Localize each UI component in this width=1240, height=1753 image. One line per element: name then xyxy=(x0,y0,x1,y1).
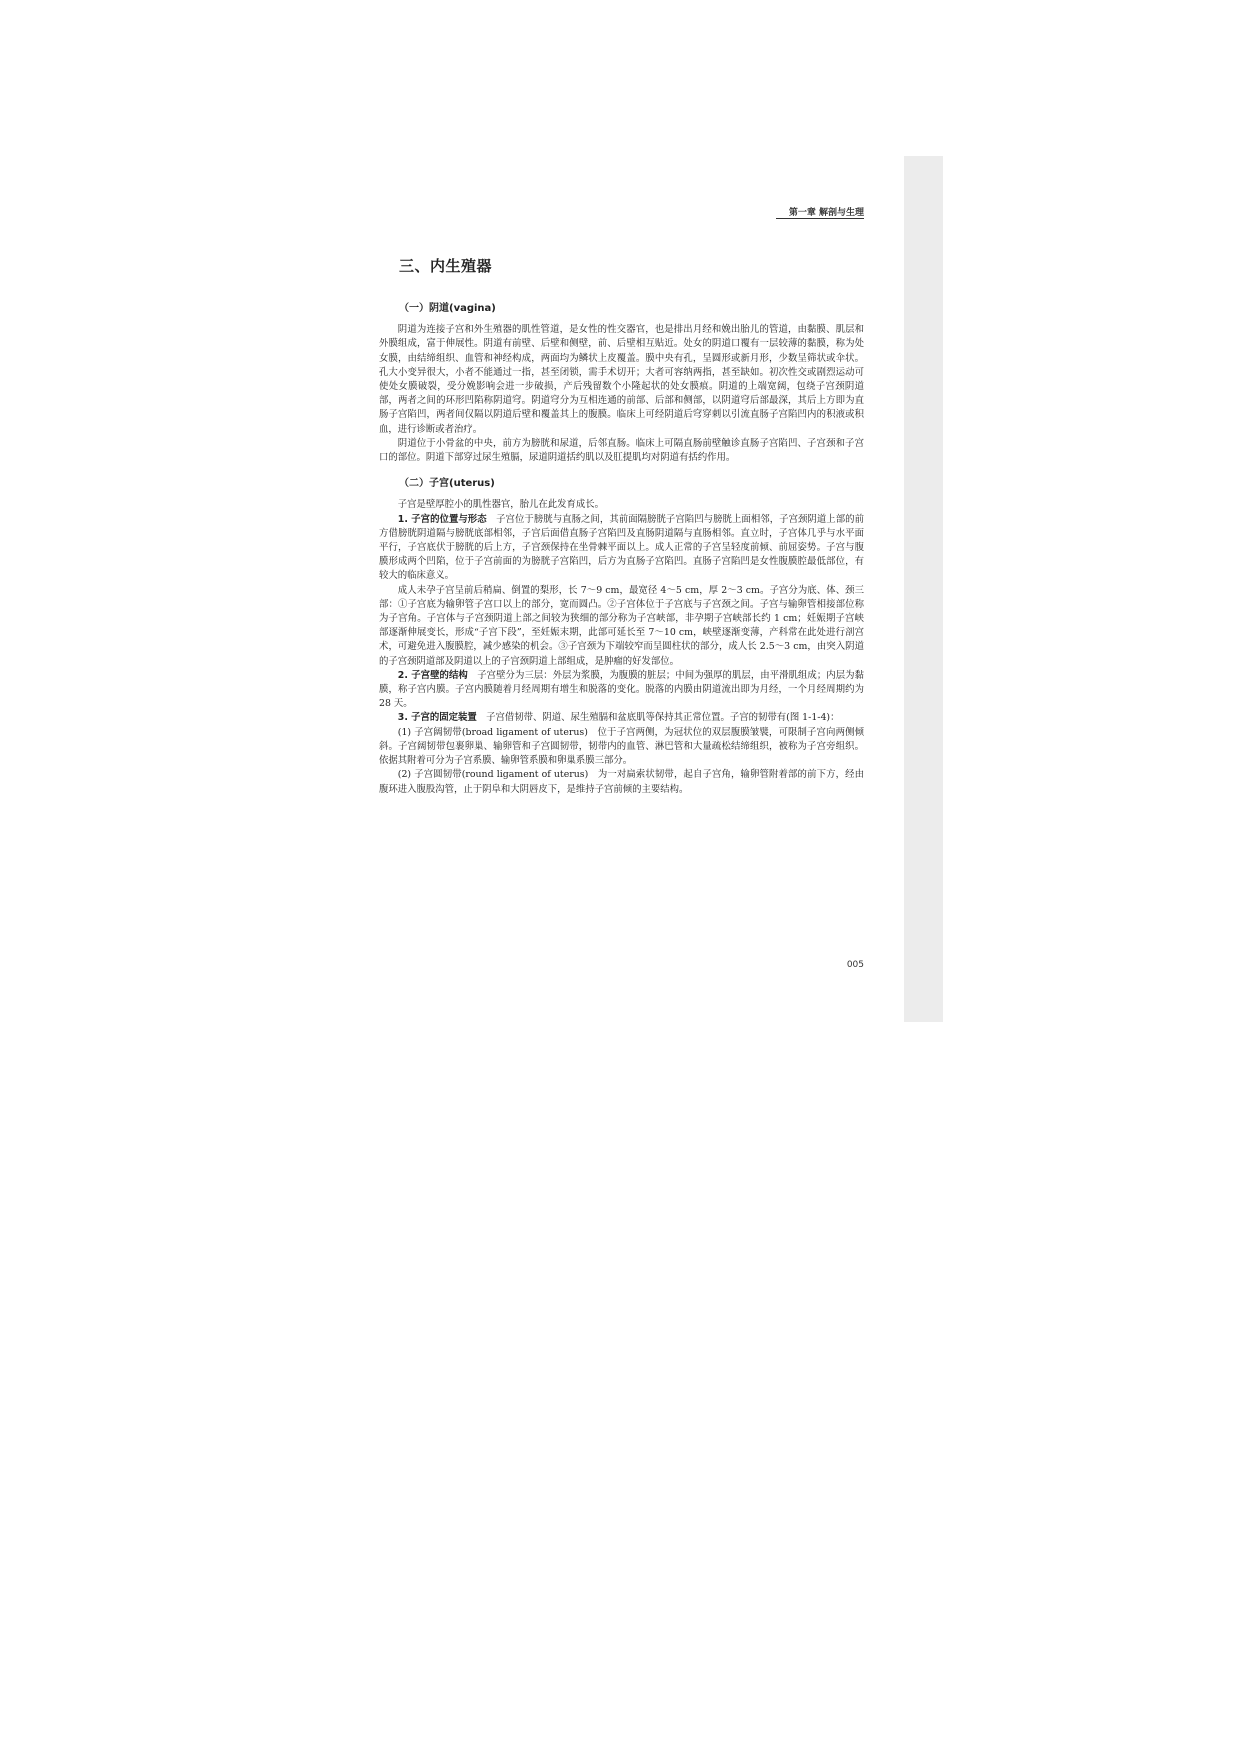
subsection-title-uterus: （二）子宫(uterus) xyxy=(399,478,495,490)
paragraph-text: 子宫位于膀胱与直肠之间，其前面隔膀胱子宫陷凹与膀胱上面相邻，子宫颈阴道上部的前方借膀胱阴道隔与膀胱底部相邻，子宫后面借直肠子宫陷凹及直肠阴道隔与直肠相邻。直立时，子宫体几乎与水平面平行，子宫底伏于膀胱的后上方，子宫颈保持在坐骨棘平面以上。成人正常的子宫呈轻度前倾、前屈姿势。子宫与腹膜形成两个凹陷，位于子宫前面的为膀胱子宫陷凹，后方为直肠子宫陷凹。直肠子宫陷凹是女性腹膜腔最低部位，有较大的临床意义。 xyxy=(379,513,864,582)
paragraph: (2) 子宫圆韧带(round ligament of uterus) 为一对扁索状韧带，起自子宫角，输卵管附着部的前下方，经由腹环进入腹股沟管，止于阴阜和大阴唇皮下，是维持子宫前倾的主要结构。 xyxy=(379,769,864,795)
paragraph: (1) 子宫阔韧带(broad ligament of uterus) 位于子宫两侧，为冠状位的双层腹膜皱襞，可限制子宫向两侧倾斜。子宫阔韧带包裹卵巢、输卵管和子宫圆韧带，韧带内的血管、淋巴管和大量疏松结缔组织，被称为子宫旁组织。依据其附着可分为子宫系膜、输卵管系膜和卵巢系膜三部分。 xyxy=(379,726,864,767)
paragraph-lead: 2. 子宫壁的结构 xyxy=(397,669,468,681)
paragraph xyxy=(379,513,864,584)
paragraph-lead: 1. 子宫的位置与形态 xyxy=(397,513,487,525)
section-title: 三、内生殖器 xyxy=(399,257,493,275)
paragraph xyxy=(379,711,864,725)
chapter-header: 第一章 解剖与生理 xyxy=(788,208,864,218)
page-edge-band xyxy=(904,156,943,1022)
body-text xyxy=(379,300,864,797)
page-number: 005 xyxy=(846,960,864,970)
paragraph xyxy=(379,669,864,712)
paragraph-text: 子宫壁分为三层：外层为浆膜，为腹膜的脏层；中间为强厚的肌层，由平滑肌组成；内层为黏膜，称子宫内膜。子宫内膜随着月经周期有增生和脱落的变化。脱落的内膜由阴道流出即为月经，一个月经周期约为 28 天。 xyxy=(379,669,864,710)
paragraph-lead: 3. 子宫的固定装置 xyxy=(397,712,477,724)
paragraph-text: 子宫借韧带、阴道、尿生殖膈和盆底肌等保持其正常位置。子宫的韧带有(图 1-1-4)： xyxy=(486,712,840,724)
paragraph: 阴道位于小骨盆的中央，前方为膀胱和尿道，后邻直肠。临床上可隔直肠前壁触诊直肠子宫陷凹、子宫颈和子宫口的部位。阴道下部穿过尿生殖膈，尿道阴道括约肌以及肛提肌均对阴道有括约作用。 xyxy=(379,437,864,464)
header-rule xyxy=(776,218,864,219)
paragraph: 阴道为连接子宫和外生殖器的肌性管道，是女性的性交器官，也是排出月经和娩出胎儿的管道，由黏膜、肌层和外膜组成，富于伸展性。阴道有前壁、后壁和侧壁，前、后壁相互贴近。处女的阴道口覆有一层较薄的黏膜，称为处女膜，由结缔组织、血管和神经构成，两面均为鳞状上皮覆盖。膜中央有孔，呈圆形或新月形，少数呈筛状或伞状。孔大小变异很大，小者不能通过一指，甚至闭锁，需手术切开；大者可容纳两指，甚至缺如。初次性交或剧烈运动可使处女膜破裂，受分娩影响会进一步破损，产后残留数个小隆起状的处女膜痕。阴道的上端宽阔，包绕子宫颈阴道部，两者之间的环形凹陷称阴道穹。阴道穹分为互相连通的前部、后部和侧部，以阴道穹后部最深，其后上方即为直肠子宫陷凹，两者间仅隔以阴道后壁和覆盖其上的腹膜。临床上可经阴道后穹穿刺以引流直肠子宫陷凹内的积液或积血，进行诊断或者治疗。 xyxy=(379,324,864,435)
subsection-title-vagina: （一）阴道(vagina) xyxy=(399,303,496,314)
paragraph: 子宫是壁厚腔小的肌性器官，胎儿在此发育成长。 xyxy=(397,499,605,511)
paragraph: 成人未孕子宫呈前后稍扁、倒置的梨形，长 7～9 cm，最宽径 4～5 cm，厚 2～3 cm。子宫分为底、体、颈三部：①子宫底为输卵管子宫口以上的部分，宽而圆凸。②子宫体位于子宫底与子宫颈之间。子宫与输卵管相接部位称为子宫角。子宫体与子宫颈阴道上部之间较为狭细的部分称为子宫峡部，非孕期子宫峡部长约 1 cm；妊娠期子宫峡部逐渐伸展变长，形成“子宫下段”，至妊娠末期，此部可延长至 7～10 cm，峡壁逐渐变薄，产科常在此处进行剖宫术，可避免进入腹膜腔，减少感染的机会。③子宫颈为下端较窄而呈圆柱状的部分，成人长 2.5～3 cm，由突入阴道的子宫颈阴道部及阴道以上的子宫颈阴道上部组成，是肿瘤的好发部位。 xyxy=(379,584,864,667)
